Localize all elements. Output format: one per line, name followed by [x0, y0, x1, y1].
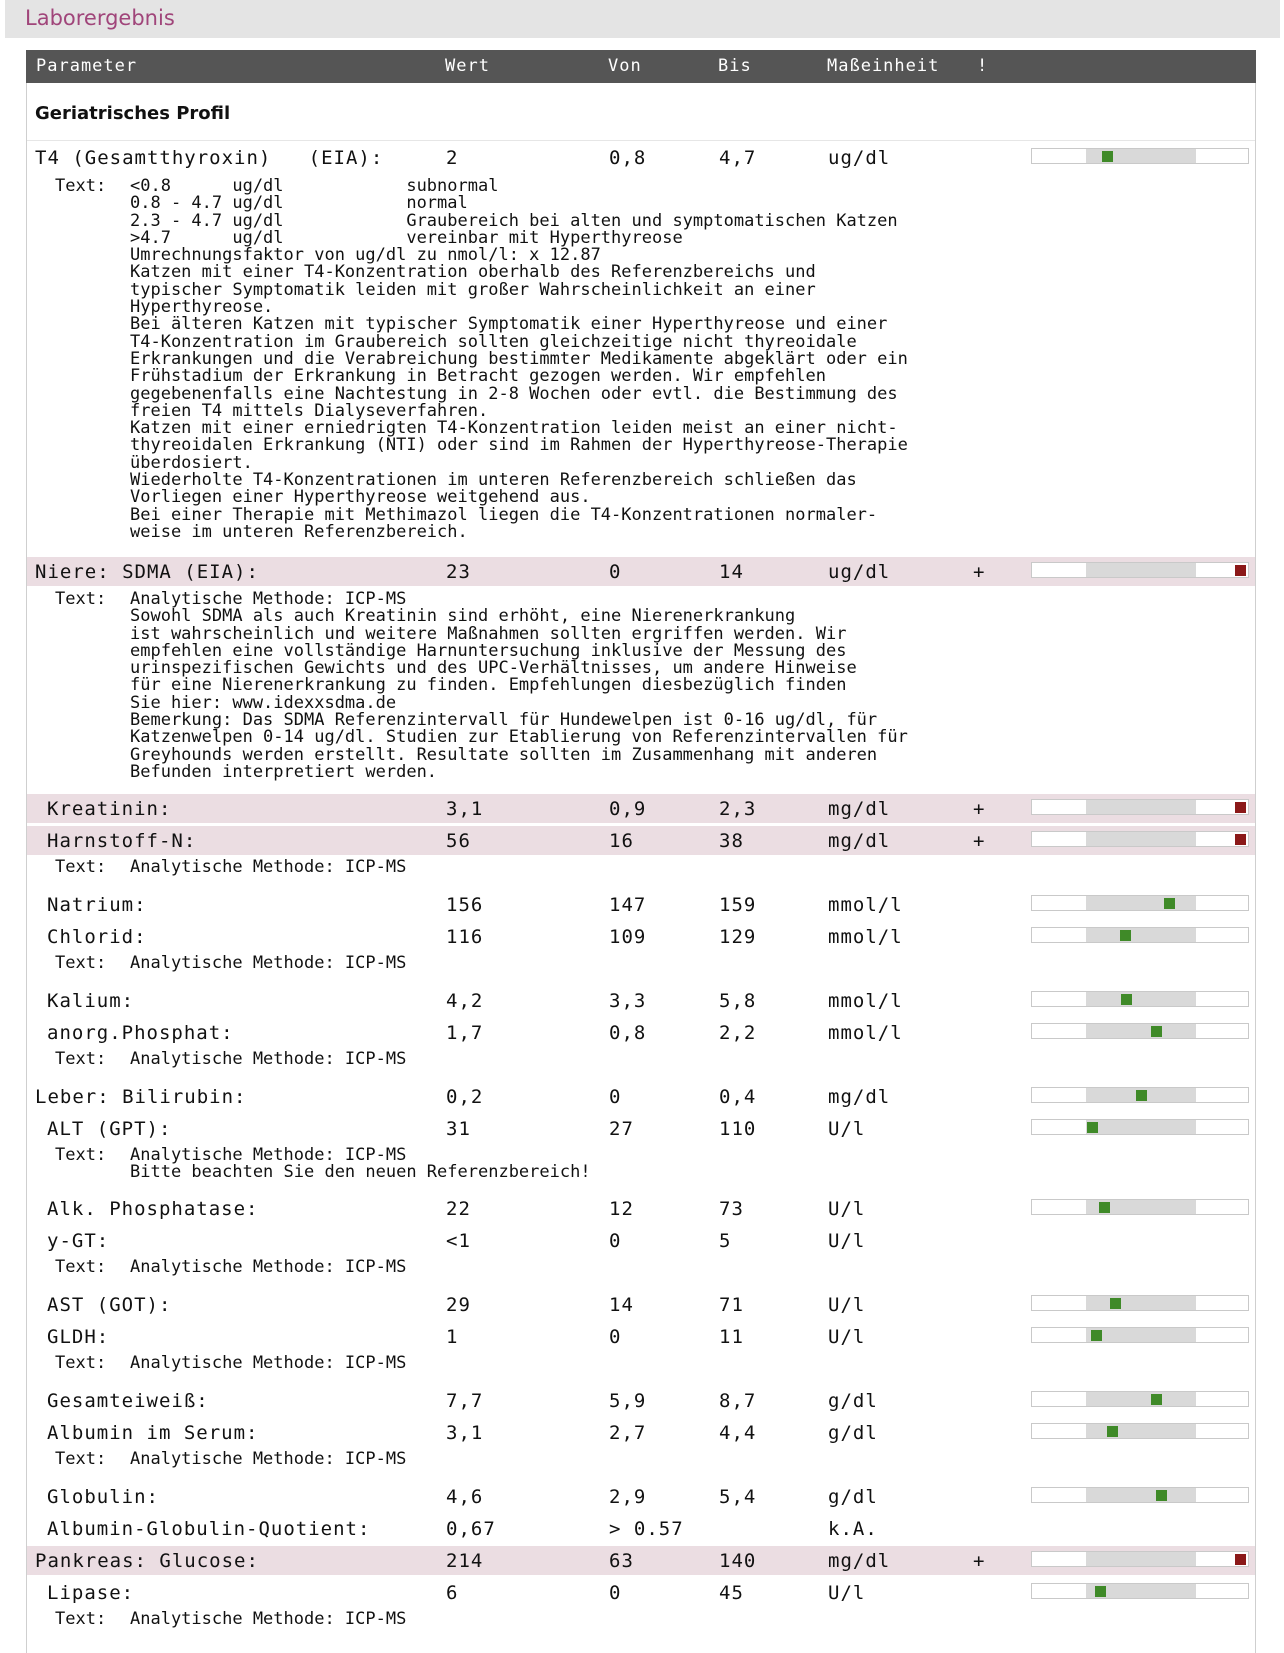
divider: [27, 140, 1255, 141]
unit: U/l: [828, 1326, 866, 1348]
reference-bar: [1031, 1023, 1249, 1039]
value-marker: [1151, 1394, 1162, 1405]
result-row: [27, 1290, 1255, 1319]
text-label: Text:: [55, 1049, 107, 1069]
result-value: <1: [446, 1230, 471, 1252]
reference-bar: [1031, 1423, 1249, 1439]
parameter-name: Leber: Bilirubin:: [35, 1086, 247, 1108]
flag-mark: +: [973, 798, 986, 820]
result-row: [27, 1114, 1255, 1143]
parameter-name: Globulin:: [47, 1486, 159, 1508]
reference-range: [1086, 928, 1196, 942]
result-row: [27, 794, 1255, 823]
header-einheit: Maßeinheit: [827, 56, 940, 76]
unit: ug/dl: [828, 561, 891, 583]
result-row: [27, 1418, 1255, 1447]
reference-range: [1086, 1296, 1196, 1310]
range-max: 0,4: [719, 1086, 757, 1108]
result-row: [27, 1482, 1255, 1511]
unit: mmol/l: [828, 926, 903, 948]
reference-bar: [1031, 927, 1249, 943]
reference-bar: [1031, 148, 1249, 164]
parameter-name: AST (GOT):: [47, 1294, 172, 1316]
reference-range: [1086, 563, 1196, 577]
range-max: 2,2: [719, 1022, 757, 1044]
parameter-name: Niere: SDMA (EIA):: [35, 561, 259, 583]
parameter-name: Gesamteiweiß:: [47, 1390, 209, 1412]
header-von: Von: [608, 56, 642, 76]
reference-range: [1086, 1552, 1196, 1566]
range-max: 129: [719, 926, 757, 948]
unit: mg/dl: [828, 1086, 891, 1108]
reference-bar: [1031, 1119, 1249, 1135]
unit: mmol/l: [828, 990, 903, 1012]
result-value: 1,7: [446, 1022, 484, 1044]
parameter-name: Harnstoff-N:: [47, 830, 197, 852]
result-value: 1: [446, 1326, 459, 1348]
reference-bar: [1031, 1295, 1249, 1311]
value-marker: [1102, 151, 1113, 162]
parameter-name: Pankreas: Glucose:: [35, 1550, 259, 1572]
result-row: [27, 922, 1255, 951]
result-row: [27, 1194, 1255, 1223]
range-min: 0,8: [609, 147, 647, 169]
value-marker: [1235, 1554, 1246, 1565]
reference-range: [1086, 800, 1196, 814]
flag-mark: +: [973, 1550, 986, 1572]
result-value: 4,2: [446, 990, 484, 1012]
header-parameter: Parameter: [36, 56, 138, 76]
reference-bar: [1031, 1199, 1249, 1215]
text-label: Text:: [55, 589, 107, 609]
reference-bar: [1031, 831, 1249, 847]
table-header: [26, 50, 1256, 83]
parameter-name: Lipase:: [47, 1582, 135, 1604]
text-label: Text:: [55, 176, 107, 196]
range-max: 5,8: [719, 990, 757, 1012]
range-min: 3,3: [609, 990, 647, 1012]
range-min: 147: [609, 894, 647, 916]
parameter-name: anorg.Phosphat:: [47, 1022, 234, 1044]
value-marker: [1091, 1330, 1102, 1341]
unit: g/dl: [828, 1390, 878, 1412]
unit: U/l: [828, 1118, 866, 1140]
reference-bar: [1031, 1391, 1249, 1407]
comment-text: Analytische Methode: ICP-MS: [130, 857, 407, 877]
reference-bar: [1031, 1583, 1249, 1599]
range-max: 11: [719, 1326, 744, 1348]
result-value: 4,6: [446, 1486, 484, 1508]
value-marker: [1120, 930, 1131, 941]
range-min: 0: [609, 1582, 622, 1604]
result-row: [27, 986, 1255, 1015]
value-marker: [1099, 1202, 1110, 1213]
reference-bar: [1031, 799, 1249, 815]
value-marker: [1235, 834, 1246, 845]
range-min: 2,7: [609, 1422, 647, 1444]
range-max: 5,4: [719, 1486, 757, 1508]
parameter-name: Albumin im Serum:: [47, 1422, 259, 1444]
result-row: [27, 1578, 1255, 1607]
reference-range: [1086, 1392, 1196, 1406]
parameter-name: Albumin-Globulin-Quotient:: [47, 1518, 371, 1540]
result-value: 23: [446, 561, 471, 583]
reference-range: [1086, 832, 1196, 846]
range-min: 63: [609, 1550, 634, 1572]
result-value: 0,2: [446, 1086, 484, 1108]
reference-bar: [1031, 991, 1249, 1007]
result-row: [27, 1386, 1255, 1415]
value-marker: [1156, 1490, 1167, 1501]
result-value: 31: [446, 1118, 471, 1140]
value-marker: [1107, 1426, 1118, 1437]
range-min: 12: [609, 1198, 634, 1220]
header-bis: Bis: [718, 56, 752, 76]
unit: mmol/l: [828, 894, 903, 916]
comment-text: Analytische Methode: ICP-MS Sowohl SDMA als auch Kreatinin sind erhöht, eine Nierenerkrankung ist wahrscheinlich und weitere Maßnahmen sollten ergriffen werden. Wir empfehlen eine vollständige Harnuntersuchung inklusive der Messung des urinspezifischen Gewichts und des UPC-Verhältnisses, um andere Hinweise für eine Nierenerkrankung zu finden. Empfehlungen diesbezüglich finden Sie hier: www.idexxsdma.de Bemerkung: Das SDMA Referenzintervall für Hundewelpen ist 0-16 ug/dl, für Katzenwelpen 0-14 ug/dl. Studien zur Etablierung von Referenzintervallen für Greyhounds werden erstellt. Resultate sollten im Zusammenhang mit anderen Befunden interpretiert werden.: [130, 589, 908, 782]
reference-range: [1086, 992, 1196, 1006]
result-value: 2: [446, 147, 459, 169]
parameter-name: ALT (GPT):: [47, 1118, 172, 1140]
reference-bar: [1031, 1087, 1249, 1103]
comment-text: Analytische Methode: ICP-MS: [130, 1609, 407, 1629]
text-label: Text:: [55, 1145, 107, 1165]
range-max: 159: [719, 894, 757, 916]
result-value: 7,7: [446, 1390, 484, 1412]
range-max: 2,3: [719, 798, 757, 820]
unit: mmol/l: [828, 1022, 903, 1044]
result-row: [27, 1546, 1255, 1575]
comment-text: <0.8 ug/dl subnormal 0.8 - 4.7 ug/dl normal 2.3 - 4.7 ug/dl Graubereich bei alten und symptomatischen Katzen >4.7 ug/dl vereinbar mit Hyperthyreose Umrechnungsfaktor von ug/dl zu nmol/l: x 12.87 Katzen mit einer T4-Konzentration oberhalb des Referenzbereichs und typischer Symptomatik leiden mit großer Wahrscheinlichkeit an einer Hyperthyreose. Bei älteren Katzen mit typischer Symptomatik einer Hyperthyreose und einer T4-Konzentration im Graubereich sollten gleichzeitige nicht thyreoidale Erkrankungen und die Verabreichung bestimmter Medikamente abgeklärt oder ein Frühstadium der Erkrankung in Betracht gezogen werden. Wir empfehlen gegebenenfalls eine Nachtestung in 2-8 Wochen oder evtl. die Bestimmung des freien T4 mittels Dialyseverfahren. Katzen mit einer erniedrigten T4-Konzentration leiden meist an einer nicht- thyreoidalen Erkrankung (NTI) oder sind im Rahmen der Hyperthyreose-Therapie überdosiert. Wiederholte T4-Konzentrationen im unteren Referenzbereich schließen das Vorliegen einer Hyperthyreose weitgehend aus. Bei einer Therapie mit Methimazol liegen die T4-Konzentrationen normaler- weise im unteren Referenzbereich.: [130, 176, 908, 542]
result-row: [27, 1514, 1255, 1543]
range-min: > 0.57: [609, 1518, 684, 1540]
range-min: 5,9: [609, 1390, 647, 1412]
parameter-name: y-GT:: [47, 1230, 110, 1252]
result-row: [27, 557, 1255, 586]
flag-mark: +: [973, 830, 986, 852]
reference-range: [1086, 1424, 1196, 1438]
value-marker: [1235, 565, 1246, 576]
unit: U/l: [828, 1230, 866, 1252]
parameter-name: T4 (Gesamtthyroxin) (EIA):: [35, 147, 384, 169]
reference-range: [1086, 1328, 1196, 1342]
value-marker: [1095, 1586, 1106, 1597]
range-min: 0: [609, 1086, 622, 1108]
range-min: 16: [609, 830, 634, 852]
range-min: 0,8: [609, 1022, 647, 1044]
range-max: 14: [719, 561, 744, 583]
result-row: [27, 1018, 1255, 1047]
unit: ug/dl: [828, 147, 891, 169]
result-value: 3,1: [446, 1422, 484, 1444]
comment-text: Analytische Methode: ICP-MS: [130, 1449, 407, 1469]
range-max: 5: [719, 1230, 732, 1252]
range-max: 71: [719, 1294, 744, 1316]
result-row: [27, 143, 1255, 172]
range-max: 140: [719, 1550, 757, 1572]
range-min: 0: [609, 1230, 622, 1252]
range-max: 4,4: [719, 1422, 757, 1444]
value-marker: [1151, 1026, 1162, 1037]
reference-range: [1086, 896, 1196, 910]
range-max: 38: [719, 830, 744, 852]
result-value: 29: [446, 1294, 471, 1316]
parameter-name: Natrium:: [47, 894, 147, 916]
unit: U/l: [828, 1294, 866, 1316]
text-label: Text:: [55, 1257, 107, 1277]
reference-bar: [1031, 1551, 1249, 1567]
value-marker: [1235, 802, 1246, 813]
reference-range: [1086, 1120, 1196, 1134]
result-value: 22: [446, 1198, 471, 1220]
text-label: Text:: [55, 1609, 107, 1629]
parameter-name: Chlorid:: [47, 926, 147, 948]
range-min: 109: [609, 926, 647, 948]
section-title: Geriatrisches Profil: [35, 103, 231, 124]
unit: g/dl: [828, 1422, 878, 1444]
result-row: [27, 1226, 1255, 1255]
unit: U/l: [828, 1582, 866, 1604]
unit: mg/dl: [828, 830, 891, 852]
header-flag: !: [977, 56, 989, 76]
comment-text: Analytische Methode: ICP-MS: [130, 1353, 407, 1373]
range-min: 0: [609, 1326, 622, 1348]
value-marker: [1164, 898, 1175, 909]
reference-bar: [1031, 1327, 1249, 1343]
parameter-name: Kalium:: [47, 990, 135, 1012]
page-title: Laborergebnis: [25, 6, 175, 30]
parameter-name: Kreatinin:: [47, 798, 172, 820]
value-marker: [1136, 1090, 1147, 1101]
unit: mg/dl: [828, 1550, 891, 1572]
flag-mark: +: [973, 561, 986, 583]
reference-range: [1086, 1024, 1196, 1038]
range-max: 110: [719, 1118, 757, 1140]
reference-bar: [1031, 895, 1249, 911]
result-value: 116: [446, 926, 484, 948]
unit: mg/dl: [828, 798, 891, 820]
unit: g/dl: [828, 1486, 878, 1508]
range-max: 45: [719, 1582, 744, 1604]
header-wert: Wert: [445, 56, 490, 76]
result-value: 56: [446, 830, 471, 852]
comment-text: Analytische Methode: ICP-MS: [130, 1049, 407, 1069]
reference-bar: [1031, 1487, 1249, 1503]
range-min: 2,9: [609, 1486, 647, 1508]
unit: U/l: [828, 1198, 866, 1220]
range-max: 73: [719, 1198, 744, 1220]
result-value: 6: [446, 1582, 459, 1604]
value-marker: [1110, 1298, 1121, 1309]
range-min: 0: [609, 561, 622, 583]
value-marker: [1087, 1122, 1098, 1133]
result-row: [27, 826, 1255, 855]
result-value: 156: [446, 894, 484, 916]
value-marker: [1121, 994, 1132, 1005]
result-row: [27, 890, 1255, 919]
result-row: [27, 1322, 1255, 1351]
range-max: 8,7: [719, 1390, 757, 1412]
range-max: 4,7: [719, 147, 757, 169]
parameter-name: Alk. Phosphatase:: [47, 1198, 259, 1220]
result-value: 3,1: [446, 798, 484, 820]
reference-bar: [1031, 562, 1249, 578]
text-label: Text:: [55, 1449, 107, 1469]
result-value: 214: [446, 1550, 484, 1572]
parameter-name: GLDH:: [47, 1326, 110, 1348]
range-min: 27: [609, 1118, 634, 1140]
result-row: [27, 1082, 1255, 1111]
result-value: 0,67: [446, 1518, 496, 1540]
reference-range: [1086, 1488, 1196, 1502]
comment-text: Analytische Methode: ICP-MS Bitte beachten Sie den neuen Referenzbereich!: [130, 1145, 591, 1183]
range-min: 14: [609, 1294, 634, 1316]
text-label: Text:: [55, 857, 107, 877]
comment-text: Analytische Methode: ICP-MS: [130, 953, 407, 973]
text-label: Text:: [55, 1353, 107, 1373]
comment-text: Analytische Methode: ICP-MS: [130, 1257, 407, 1277]
unit: k.A.: [828, 1518, 878, 1540]
range-min: 0,9: [609, 798, 647, 820]
text-label: Text:: [55, 953, 107, 973]
title-bar: [5, 0, 1280, 38]
